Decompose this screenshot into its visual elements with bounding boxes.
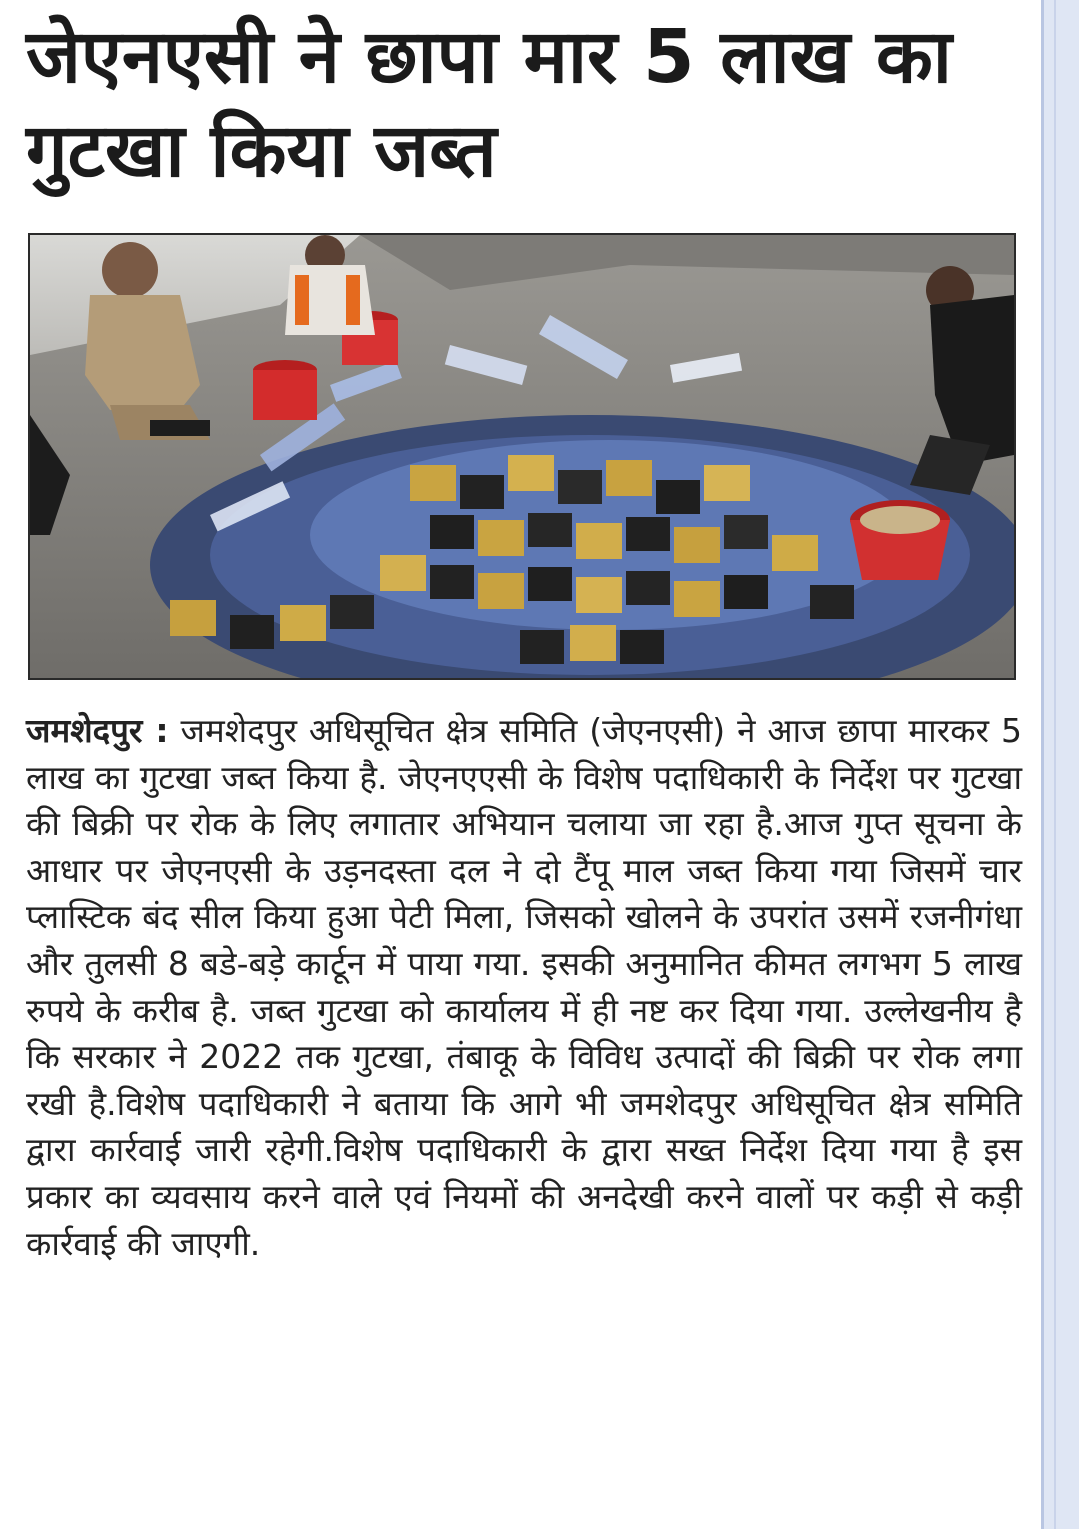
article-text: जमशेदपुर अधिसूचित क्षेत्र समिति (जेएनएसी) ने आज छापा मारकर 5 लाख का गुटखा जब्त किया है. जेएनएएसी के विशेष पदाधिकारी के निर्देश पर गुटखा की बिक्री पर रोक के लिए लगातार अभियान चलाया जा रहा है.आज गुप्त सूचना के आधार पर जेएनएसी के उड़नदस्ता दल ने दो टैंपू माल जब्त किया गया जिसमें चार प्लास्टिक बंद सील किया हुआ पेटी मिला, जिसको खोलने के उपरांत उसमें रजनीगंधा और तुलसी 8 बडे-बड़े कार्टून में पाया गया. इसकी अनुमानित कीमत लगभग 5 लाख रुपये के करीब है. जब्त गुटखा को कार्यालय में ही नष्ट कर दिया गया. उल्लेखनीय है कि सरकार ने 2022 तक गुटखा, तंबाकू के विविध उत्पादों की बिक्री पर रोक लगा रखी है.विशेष पदाधिकारी ने बताया कि आगे भी जमशेदपुर अधिसूचित क्षेत्र समिति द्वारा कार्रवाई जारी रहेगी.विशेष पदाधिकारी के द्वारा सख्त निर्देश दिया गया है इस प्रकार का व्यवसाय करने वाले एवं नियमों की अनदेखी करने वालों पर कड़ी से कड़ी कार्रवाई की जाएगी. [26,711,1022,1263]
article-body [26,708,1022,1267]
dateline: जमशेदपुर : [26,711,169,750]
news-photo [28,233,1016,680]
headline: जेएनएसी ने छापा मार 5 लाख का गुटखा किया जब्त [26,14,952,194]
page-edge-border [1041,0,1079,1529]
